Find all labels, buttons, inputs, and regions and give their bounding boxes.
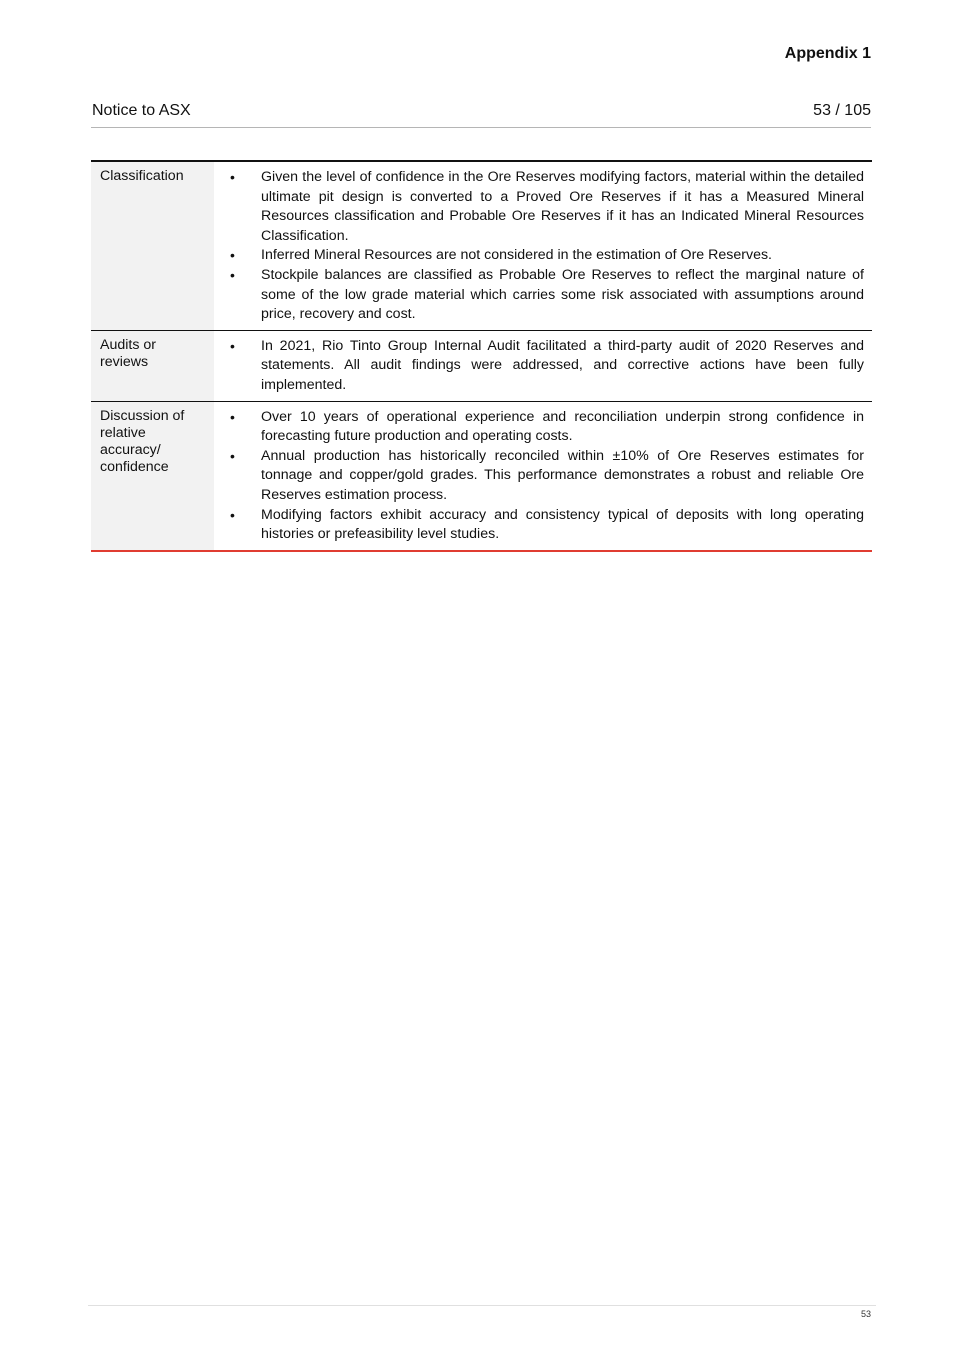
appendix-title: Appendix 1 bbox=[784, 45, 871, 62]
criteria-label: Classification bbox=[91, 161, 214, 330]
bullet-list bbox=[214, 408, 864, 545]
footer-divider bbox=[88, 1305, 876, 1306]
list-item: • Over 10 years of operational experience and reconciliation underpin strong confidence in forecasting future production and operating costs. bbox=[214, 408, 864, 447]
criteria-commentary bbox=[214, 161, 872, 330]
list-item: • In 2021, Rio Tinto Group Internal Audit facilitated a third-party audit of 2020 Reserves and statements. All audit findings were addressed, and corrective actions have been fully implemented. bbox=[214, 337, 864, 396]
table-row bbox=[91, 401, 872, 551]
criteria-commentary bbox=[214, 330, 872, 401]
footer-page-number: 53 bbox=[860, 1309, 871, 1319]
bullet-list bbox=[214, 168, 864, 325]
list-item: • Given the level of confidence in the Ore Reserves modifying factors, material within the detailed ultimate pit design is converted to a Proved Ore Reserves if it has a Measured Mineral Resources classification and Probable Ore Reserves if it has an Indicated Mineral Resources Classification. bbox=[214, 168, 864, 246]
criteria-commentary bbox=[214, 401, 872, 551]
page-counter: 53 / 105 bbox=[813, 102, 871, 119]
criteria-label: Audits or reviews bbox=[91, 330, 214, 401]
bullet-list bbox=[214, 337, 864, 396]
list-item: • Modifying factors exhibit accuracy and consistency typical of deposits with long operating histories or prefeasibility level studies. bbox=[214, 506, 864, 545]
list-item: • Inferred Mineral Resources are not considered in the estimation of Ore Reserves. bbox=[214, 246, 864, 266]
document-header bbox=[91, 101, 871, 128]
list-item: • Stockpile balances are classified as Probable Ore Reserves to reflect the marginal nature of some of the low grade material which carries some risk associated with assumptions around price, recovery and cost. bbox=[214, 266, 864, 325]
criteria-label: Discussion of relative accuracy/ confidence bbox=[91, 401, 214, 551]
table-row bbox=[91, 161, 872, 330]
table-row bbox=[91, 330, 872, 401]
notice-title: Notice to ASX bbox=[92, 102, 191, 119]
list-item: • Annual production has historically reconciled within ±10% of Ore Reserves estimates for tonnage and copper/gold grades. This performance demonstrates a robust and reliable Ore Reserves estimation process. bbox=[214, 447, 864, 506]
criteria-table bbox=[91, 160, 872, 552]
